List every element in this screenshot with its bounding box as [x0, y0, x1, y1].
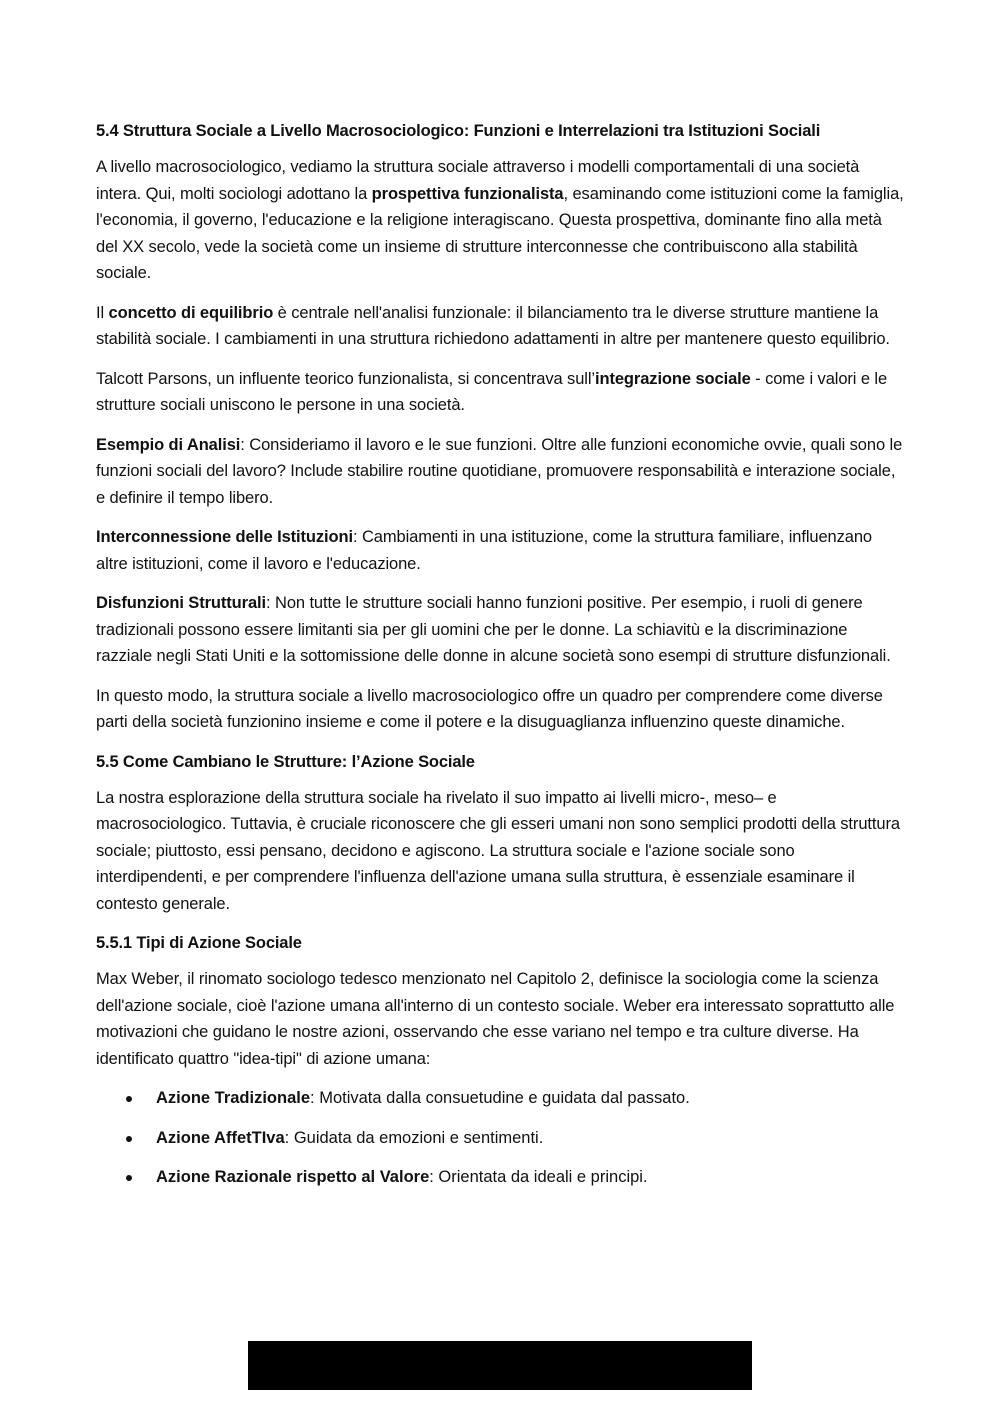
- paragraph-text: , esaminando come istituzioni come la famiglia, l'economia, il governo, l'educazione e la religione interagiscano. Questa prospettiva, dominante fino alla metà del XX secolo, vede la società come un insieme di strutture interconnesse che contribuiscono alla stabilità sociale.: [96, 184, 904, 282]
- bold-term-interconnessione: Interconnessione delle Istituzioni: [96, 528, 353, 546]
- bullet-term: Azione Tradizionale: [156, 1089, 311, 1107]
- paragraph-text: è centrale nell'analisi funzionale: il bilanciamento tra le diverse strutture mantiene la stabilità sociale. I cambiamenti in una struttura richiedono adattamenti in altre per mantenere questo equilibrio.: [96, 303, 890, 348]
- paragraph-text: Il: [96, 303, 109, 322]
- paragraph-macro-level: [96, 154, 906, 287]
- bold-term-esempio-di-analisi: Esempio di Analisi: [96, 435, 241, 454]
- paragraph-text: : Cambiamenti in una istituzione, come la struttura familiare, influenzano altre istituzioni, come il lavoro e l'educazione.: [96, 528, 873, 573]
- paragraph-esempio-di-analisi: [96, 432, 906, 512]
- bullet-description: : Guidata da emozioni e sentimenti.: [284, 1128, 544, 1147]
- bullet-term: Azione AffetTIva: [156, 1128, 285, 1147]
- bullet-icon: [126, 1096, 132, 1102]
- paragraph-azione-sociale-intro: La nostra esplorazione della struttura sociale ha rivelato il suo impatto ai livelli micro-, meso– e macrosociologico. Tuttavia, è cruciale riconoscere che gli esseri umani non sono semplici prodotti della struttura sociale; piuttosto, essi pensano, decidono e agiscono. La struttura sociale e l'azione sociale sono interdipendenti, e per comprendere l'influenza dell'azione umana sulla struttura, è essenziale esaminare il contesto generale.: [96, 788, 900, 913]
- bold-term-prospettiva-funzionalista: prospettiva funzionalista: [371, 184, 564, 203]
- section-heading-5-4: 5.4 Struttura Sociale a Livello Macrosociologico: Funzioni e Interrelazioni tra Istituzioni Sociali: [96, 122, 821, 140]
- paragraph-text: - come i valori e le strutture sociali uniscono le persone in una società.: [96, 369, 888, 414]
- paragraph-disfunzioni: [96, 590, 906, 670]
- list-item: [96, 1164, 906, 1191]
- action-types-list: [96, 1085, 906, 1191]
- paragraph-text: : Non tutte le strutture sociali hanno funzioni positive. Per esempio, i ruoli di genere tradizionali possono essere limitanti sia per gli uomini che per le donne. La schiavitù e la discriminazione razziale negli Stati Uniti e la sottomissione delle donne in alcune società sono esempi di strutture disfunzionali.: [96, 594, 891, 665]
- bold-term-concetto-di-equilibrio: concetto di equilibrio: [108, 303, 274, 322]
- list-item: [96, 1085, 906, 1112]
- footer-redaction-bar: [248, 1341, 752, 1390]
- section-heading-5-5-1: 5.5.1 Tipi di Azione Sociale: [96, 934, 302, 952]
- paragraph-weber: Max Weber, il rinomato sociologo tedesco menzionato nel Capitolo 2, definisce la sociologia come la scienza dell'azione sociale, cioè l'azione umana all'interno di un contesto sociale. Weber era interessato soprattutto alle motivazioni che guidano le nostre azioni, osservando che esse variano nel tempo e tra culture diverse. Ha identificato quattro "idea-tipi" di azione umana:: [96, 970, 895, 1068]
- bullet-term: Azione Razionale rispetto al Valore: [156, 1168, 430, 1186]
- paragraph-text: A livello macrosociologico, vediamo la struttura sociale attraverso i modelli comportamentali di una società intera. Qui, molti sociologi adottano la: [96, 158, 860, 203]
- bold-term-integrazione-sociale: integrazione sociale: [594, 369, 751, 388]
- paragraph-interconnessione: [96, 524, 906, 577]
- document-page: [96, 118, 906, 1204]
- paragraph-equilibrium: [96, 300, 906, 353]
- bold-term-disfunzioni-strutturali: Disfunzioni Strutturali: [96, 594, 267, 612]
- section-heading-5-5: 5.5 Come Cambiano le Strutture: l’Azione Sociale: [96, 752, 475, 771]
- bullet-icon: [126, 1175, 132, 1181]
- paragraph-text: Talcott Parsons, un influente teorico funzionalista, si concentrava sull’: [96, 369, 595, 388]
- bullet-icon: [126, 1136, 132, 1142]
- paragraph-parsons: [96, 366, 906, 419]
- paragraph-conclusion: In questo modo, la struttura sociale a livello macrosociologico offre un quadro per comprendere come diverse parti della società funzionino insieme e come il potere e la disuguaglianza influenzino queste dinamiche.: [96, 686, 883, 731]
- bullet-description: : Motivata dalla consuetudine e guidata dal passato.: [310, 1089, 690, 1107]
- paragraph-text: : Consideriamo il lavoro e le sue funzioni. Oltre alle funzioni economiche ovvie, quali sono le funzioni sociali del lavoro? Include stabilire routine quotidiane, promuovere responsabilità e interazione sociale, e definire il tempo libero.: [96, 435, 903, 507]
- bullet-description: : Orientata da ideali e principi.: [429, 1168, 648, 1186]
- list-item: [96, 1125, 906, 1152]
